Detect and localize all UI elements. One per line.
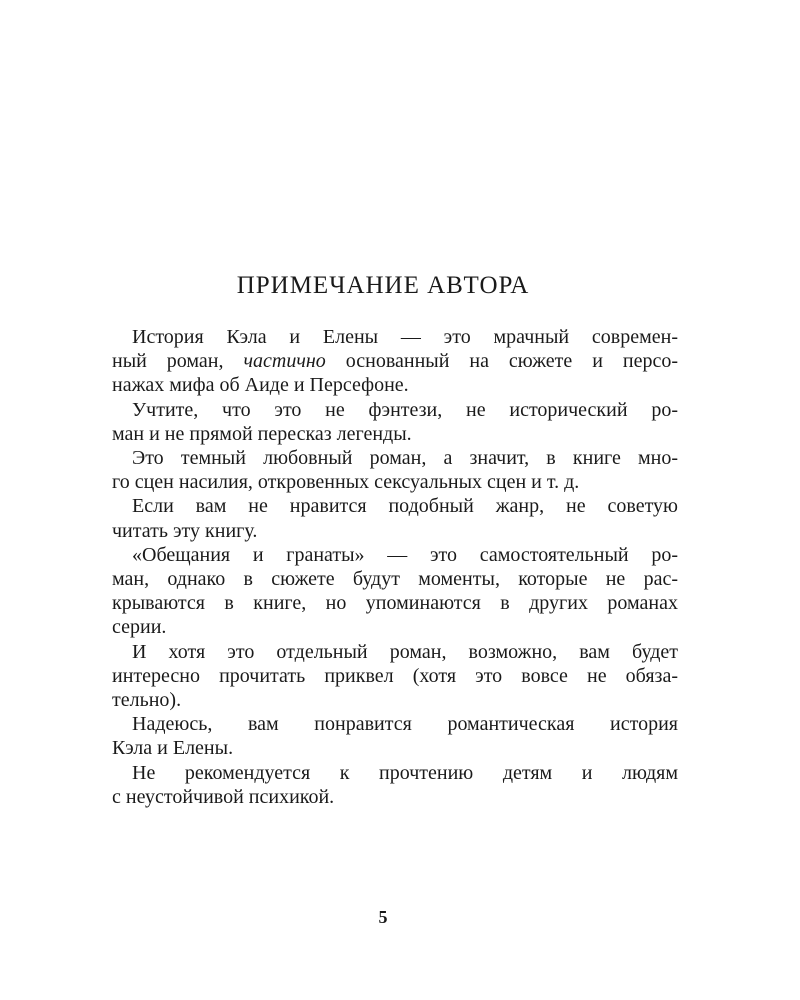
text-line: Это темный любовный роман, а значит, в книге мно-: [132, 447, 678, 470]
text-line: ман, однако в сюжете будут моменты, которые не рас-: [112, 568, 678, 591]
text-line: с неустойчивой психикой.: [112, 785, 335, 808]
text-fragment: основанный на сюжете и персо-: [325, 350, 679, 373]
text-line: читать эту книгу.: [112, 519, 258, 542]
text-line: «Обещания и гранаты» — это самостоятельный ро-: [132, 543, 678, 566]
paragraph-5: [112, 543, 678, 640]
text-line: История Кэла и Елены — это мрачный современ-: [132, 326, 678, 348]
text-line: Учтите, что это не фэнтези, не исторический ро-: [132, 398, 678, 421]
text-line: ман и не прямой пересказ легенды.: [112, 422, 412, 445]
page-title: ПРИМЕЧАНИЕ АВТОРА: [236, 272, 530, 299]
text-line: интересно прочитать приквел (хотя это вовсе не обяза-: [112, 664, 678, 687]
text-line: нажах мифа об Аиде и Персефоне.: [112, 374, 409, 397]
text-line: го сцен насилия, откровенных сексуальных сцен и т. д.: [112, 471, 580, 494]
page-number: 5: [378, 907, 388, 927]
text-line-with-italic: [112, 349, 678, 373]
italic-word: частично: [243, 350, 326, 373]
paragraph-3: [112, 446, 678, 494]
text-line: Кэла и Елены.: [112, 737, 234, 760]
paragraph-2: [112, 398, 678, 446]
paragraph-4: [112, 494, 678, 542]
text-line: Надеюсь, вам понравится романтическая история: [132, 713, 678, 736]
text-line: И хотя это отдельный роман, возможно, вам будет: [132, 640, 678, 663]
text-line: крываются в книге, но упоминаются в других романах: [112, 592, 678, 615]
text-fragment: ный роман,: [112, 350, 244, 373]
text-line: Если вам не нравится подобный жанр, не советую: [132, 495, 678, 518]
body-text: [112, 325, 678, 809]
text-line: тельно).: [112, 689, 182, 712]
text-line: серии.: [112, 616, 167, 639]
paragraph-7: [112, 712, 678, 760]
text-line: Не рекомендуется к прочтению детям и людям: [132, 761, 678, 784]
paragraph-1: [112, 325, 678, 398]
paragraph-8: [112, 761, 678, 809]
paragraph-6: [112, 640, 678, 713]
